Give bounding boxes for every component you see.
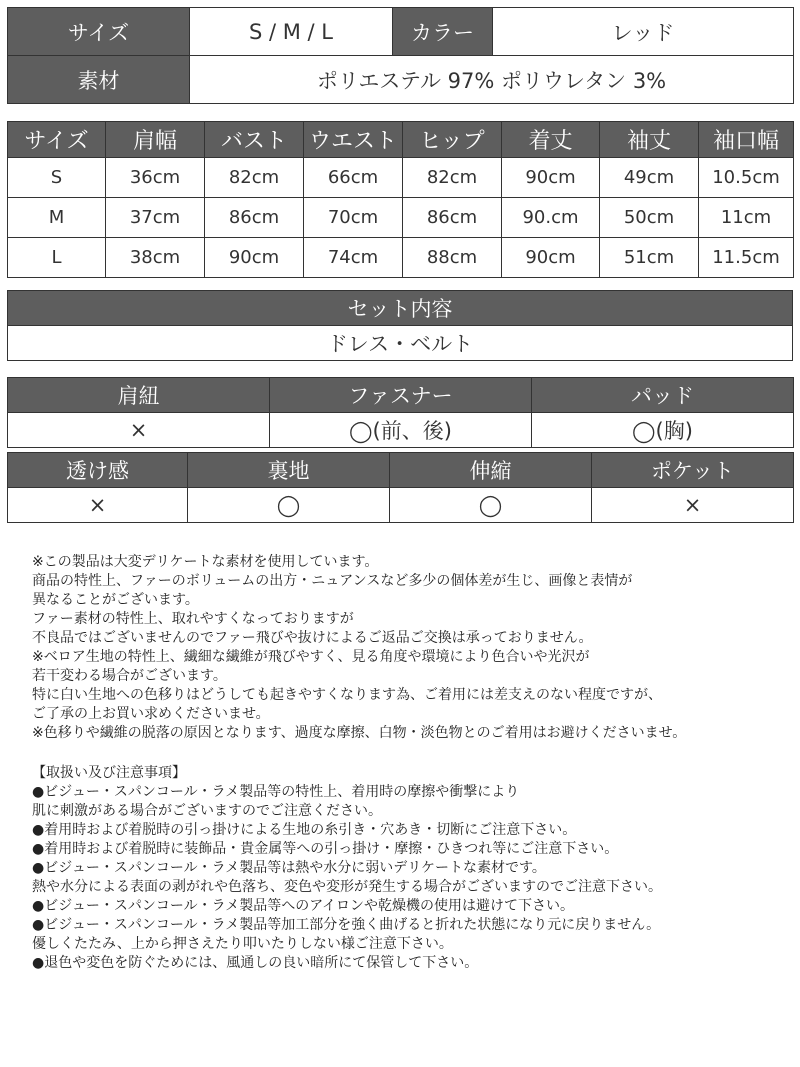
- size-cell: L: [8, 238, 106, 278]
- set-contents-label: セット内容: [8, 291, 793, 326]
- bust-cell: 86cm: [205, 198, 304, 238]
- care-line: ●ビジュー・スパンコール・ラメ製品等加工部分を強く曲げると折れた状態になり元に戻りません。: [32, 917, 661, 933]
- length-cell: 90cm: [502, 158, 600, 198]
- shoulder-cell: 36cm: [106, 158, 205, 198]
- set-contents-table: [7, 290, 793, 361]
- features-table-2: [7, 452, 794, 523]
- note-line: 異なることがございます。: [32, 592, 199, 608]
- size-label: サイズ: [8, 8, 190, 56]
- cuff-width-cell: 11cm: [699, 198, 794, 238]
- product-notes: [32, 553, 792, 743]
- note-line: ※ベロア生地の特性上、繊細な繊維が飛びやすく、見る角度や環境により色合いや光沢が: [32, 649, 590, 665]
- note-line: 商品の特性上、ファーのボリュームの出方・ニュアンスなど多少の個体差が生じ、画像と表情が: [32, 573, 633, 589]
- hip-cell: 82cm: [403, 158, 502, 198]
- stretch-label: 伸縮: [390, 453, 592, 488]
- shoulder-cell: 38cm: [106, 238, 205, 278]
- care-line: ●退色や変色を防ぐためには、風通しの良い暗所にて保管して下さい。: [32, 955, 479, 971]
- color-value: レッド: [493, 8, 794, 56]
- hip-cell: 86cm: [403, 198, 502, 238]
- care-line: 肌に刺激がある場合がございますのでご注意ください。: [32, 803, 382, 819]
- header-bust: バスト: [205, 122, 304, 158]
- sheerness-value: ×: [8, 488, 188, 523]
- waist-cell: 66cm: [304, 158, 403, 198]
- note-line: 特に白い生地への色移りはどうしても起きやすくなります為、ご着用には差支えのない程度ですが、: [32, 687, 662, 703]
- header-hip: ヒップ: [403, 122, 502, 158]
- note-line: ※この製品は大変デリケートな素材を使用しています。: [32, 554, 379, 570]
- header-cuff-width: 袖口幅: [699, 122, 794, 158]
- care-line: 熱や水分による表面の剥がれや色落ち、変色や変形が発生する場合がございますのでご注意下さい。: [32, 879, 662, 895]
- care-line: ●ビジュー・スパンコール・ラメ製品等の特性上、着用時の摩擦や衝撃により: [32, 784, 520, 800]
- material-value: ポリエステル 97% ポリウレタン 3%: [190, 56, 794, 104]
- waist-cell: 70cm: [304, 198, 403, 238]
- size-table-header: [8, 122, 794, 158]
- hip-cell: 88cm: [403, 238, 502, 278]
- zipper-value: ◯(前、後): [270, 413, 532, 448]
- table-row: [8, 198, 794, 238]
- length-cell: 90.cm: [502, 198, 600, 238]
- length-cell: 90cm: [502, 238, 600, 278]
- pocket-label: ポケット: [592, 453, 794, 488]
- care-line: ●着用時および着脱時の引っ掛けによる生地の糸引き・穴あき・切断にご注意下さい。: [32, 822, 577, 838]
- size-cell: M: [8, 198, 106, 238]
- care-line: ●着用時および着脱時に装飾品・貴金属等への引っ掛け・摩擦・ひきつれ等にご注意下さい。: [32, 841, 619, 857]
- color-label: カラー: [393, 8, 493, 56]
- cuff-width-cell: 10.5cm: [699, 158, 794, 198]
- note-line: 若干変わる場合がございます。: [32, 668, 227, 684]
- table-row: [8, 238, 794, 278]
- stretch-value: ◯: [390, 488, 592, 523]
- bust-cell: 82cm: [205, 158, 304, 198]
- bust-cell: 90cm: [205, 238, 304, 278]
- cuff-width-cell: 11.5cm: [699, 238, 794, 278]
- strap-label: 肩紐: [8, 378, 270, 413]
- lining-label: 裏地: [188, 453, 390, 488]
- care-heading: 【取扱い及び注意事項】: [32, 765, 186, 781]
- sleeve-length-cell: 51cm: [600, 238, 699, 278]
- care-line: 優しくたたみ、上から押さえたり叩いたりしない様ご注意下さい。: [32, 936, 453, 952]
- pad-value: ◯(胸): [532, 413, 794, 448]
- note-line: ファー素材の特性上、取れやすくなっておりますが: [32, 611, 354, 627]
- care-line: ●ビジュー・スパンコール・ラメ製品等は熱や水分に弱いデリケートな素材です。: [32, 860, 546, 876]
- material-label: 素材: [8, 56, 190, 104]
- header-waist: ウエスト: [304, 122, 403, 158]
- basic-info-table: [7, 7, 794, 104]
- header-shoulder: 肩幅: [106, 122, 205, 158]
- size-cell: S: [8, 158, 106, 198]
- care-instructions: [32, 764, 792, 973]
- lining-value: ◯: [188, 488, 390, 523]
- size-value: S / M / L: [190, 8, 393, 56]
- sheerness-label: 透け感: [8, 453, 188, 488]
- set-contents-value: ドレス・ベルト: [8, 326, 793, 361]
- shoulder-cell: 37cm: [106, 198, 205, 238]
- header-sleeve-length: 袖丈: [600, 122, 699, 158]
- features-table-1: [7, 377, 794, 448]
- size-table: [7, 121, 794, 278]
- header-length: 着丈: [502, 122, 600, 158]
- strap-value: ×: [8, 413, 270, 448]
- zipper-label: ファスナー: [270, 378, 532, 413]
- note-line: 不良品ではございませんのでファー飛びや抜けによるご返品ご交換は承っておりません。: [32, 630, 593, 646]
- waist-cell: 74cm: [304, 238, 403, 278]
- note-line: ご了承の上お買い求めくださいませ。: [32, 706, 270, 722]
- header-size: サイズ: [8, 122, 106, 158]
- care-line: ●ビジュー・スパンコール・ラメ製品等へのアイロンや乾燥機の使用は避けて下さい。: [32, 898, 574, 914]
- note-line: ※色移りや繊維の脱落の原因となります、過度な摩擦、白物・淡色物とのご着用はお避けくださいませ。: [32, 725, 687, 741]
- pocket-value: ×: [592, 488, 794, 523]
- pad-label: パッド: [532, 378, 794, 413]
- sleeve-length-cell: 50cm: [600, 198, 699, 238]
- sleeve-length-cell: 49cm: [600, 158, 699, 198]
- table-row: [8, 158, 794, 198]
